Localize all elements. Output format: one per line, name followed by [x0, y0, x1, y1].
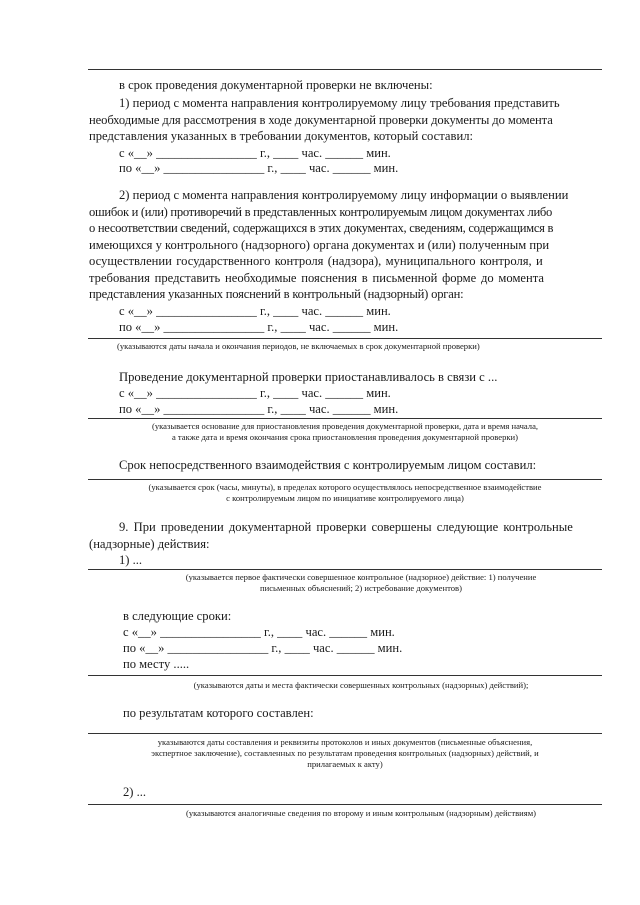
result-label: по результатам которого составлен:: [123, 706, 314, 720]
result-caption-line1: указываются даты составления и реквизиты протоколов и иных документов (письменные объяснения,: [157, 737, 533, 747]
action1-caption-line1: (указывается первое фактически совершенное контрольное (надзорное) действие: 1) получение: [185, 572, 537, 582]
section9-heading-line2: (надзорные) действия:: [89, 537, 210, 551]
suspension-to-line: по «__» ________________ г., ____ час. ______ мин.: [119, 402, 399, 416]
item2-from-line: с «__» ________________ г., ____ час. ______ мин.: [119, 304, 391, 318]
place-line: по месту .....: [123, 657, 190, 671]
item2-line7: представления указанных пояснений в контрольный (надзорный) орган:: [89, 287, 464, 301]
suspension-title: Проведение документарной проверки приостанавливалось в связи с ...: [119, 370, 498, 384]
terms-label: в следующие сроки:: [123, 609, 232, 623]
item1-from-line: с «__» ________________ г., ____ час. ______ мин.: [119, 146, 391, 160]
action1-caption-line2: письменных объяснений; 2) истребование документов): [260, 583, 462, 593]
excluded-intro: в срок проведения документарной проверки не включены:: [119, 78, 433, 92]
item1-to-line: по «__» ________________ г., ____ час. ______ мин.: [119, 161, 399, 175]
item2-line6: требования представить необходимые пояснения в письменной форме до момента: [89, 271, 545, 285]
section9-heading-line1: 9. При проведении документарной проверки совершены следующие контрольные: [119, 520, 573, 534]
result-rule: [88, 733, 602, 734]
place-rule: [88, 675, 602, 676]
action1-label: 1) ...: [119, 553, 143, 567]
action1-rule: [88, 569, 602, 570]
periods-rule: [88, 338, 602, 339]
suspension-caption-line1: (указывается основание для приостановления проведения документарной проверки, дата и время начала,: [151, 421, 539, 431]
action2-label: 2) ...: [123, 785, 147, 799]
item2-line1: 2) период с момента направления контролируемому лицу информации о выявлении: [119, 188, 569, 202]
item1-line1: 1) период с момента направления контролируемому лицу требования представить: [119, 96, 560, 110]
suspension-from-line: с «__» ________________ г., ____ час. ______ мин.: [119, 386, 391, 400]
item2-line4: имеющихся у контрольного (надзорного) органа документах и (или) полученным при: [89, 238, 550, 252]
result-caption-line2: экспертное заключение), составленных по результатам проведения контрольных (надзорных) действий, и: [151, 748, 539, 758]
suspension-rule: [88, 418, 602, 419]
interaction-rule: [88, 479, 602, 480]
item2-line5: осуществлении государственного контроля (надзора), муниципального контроля, и: [89, 254, 543, 268]
interaction-caption-line1: (указывается срок (часы, минуты), в пределах которого осуществлялось непосредственное взаимодействие: [148, 482, 542, 492]
dates-places-caption: (указываются даты и места фактически совершенных контрольных (надзорных) действий);: [193, 680, 529, 690]
suspension-caption-line2: а также дата и время окончания срока приостановления проведения документарной проверки): [171, 432, 519, 442]
top-rule: [88, 69, 602, 70]
action2-rule: [88, 804, 602, 805]
terms-to-line: по «__» ________________ г., ____ час. ______ мин.: [123, 641, 403, 655]
action2-caption: (указываются аналогичные сведения по второму и иным контрольным (надзорным) действиям): [185, 808, 537, 818]
interaction-title: Срок непосредственного взаимодействия с контролируемым лицом составил:: [119, 458, 537, 472]
item2-line3: о несоответствии сведений, содержащихся в этих документах, сведениям, содержащимся в: [89, 221, 554, 235]
item2-line2: ошибок и (или) противоречий в представленных контролируемым лицом документах либо: [89, 205, 552, 219]
periods-caption: (указываются даты начала и окончания периодов, не включаемых в срок документарной проверки): [117, 341, 480, 351]
item1-line2: необходимые для рассмотрения в ходе документарной проверки документы до момента: [89, 113, 553, 127]
item1-line3: представления указанных в требовании документов, который составил:: [89, 129, 473, 143]
interaction-caption-line2: с контролируемым лицом по инициативе контролируемого лица): [226, 493, 464, 503]
result-caption-line3: прилагаемых к акту): [307, 759, 383, 769]
item2-to-line: по «__» ________________ г., ____ час. ______ мин.: [119, 320, 399, 334]
terms-from-line: с «__» ________________ г., ____ час. ______ мин.: [123, 625, 395, 639]
